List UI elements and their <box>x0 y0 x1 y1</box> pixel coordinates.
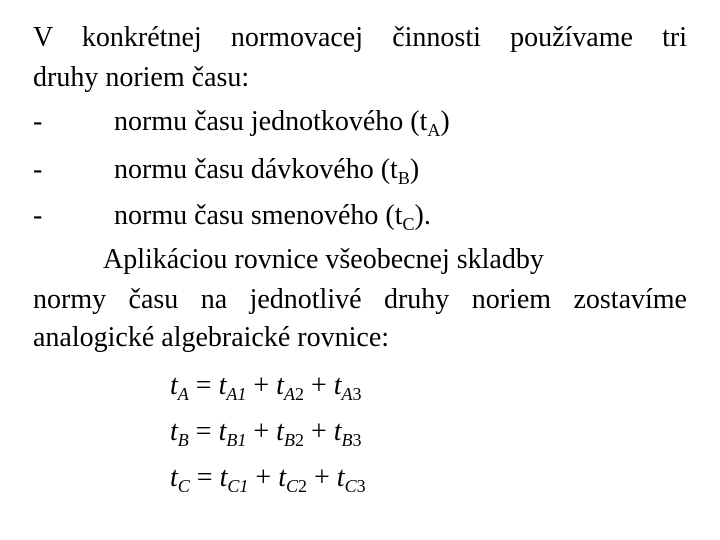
eq-c-plus-2: + <box>313 462 330 493</box>
bullet-dash-2: - <box>33 154 43 185</box>
eq-b-term2-sub-letter: B <box>283 430 295 450</box>
eq-c-lhs-sub: C <box>177 476 190 496</box>
eq-c-term1-sub <box>227 476 248 496</box>
bullet-dash-3: - <box>33 200 43 231</box>
paragraph-line-3: analogické algebraické rovnice: <box>33 322 390 353</box>
eq-b-term3-sub-letter: B <box>341 430 353 450</box>
eq-a-equals: = <box>195 370 212 401</box>
eq-b-term3-sub <box>342 430 362 450</box>
intro-line-1: V konkrétnej normovacej činnosti používame tri <box>33 22 687 53</box>
eq-b-term1-sub-number: 1 <box>237 430 247 450</box>
intro-line-2: druhy noriem času: <box>33 62 250 93</box>
eq-b-equals: = <box>195 416 212 447</box>
bullet-subscript-1: A <box>427 120 441 140</box>
eq-c-term3-t: t <box>336 462 345 493</box>
eq-b-lhs-sub: B <box>177 430 189 450</box>
eq-c-term3-sub-letter: C <box>344 476 357 496</box>
eq-c-term2-t: t <box>278 462 286 493</box>
eq-c-term1-sub-letter: C <box>227 476 240 496</box>
bullet-item-1 <box>114 106 450 140</box>
eq-b-lhs-t: t <box>170 416 178 447</box>
eq-c-term1-sub-number: 1 <box>239 476 249 496</box>
eq-a-plus-2: + <box>310 370 327 401</box>
eq-b-term2-t: t <box>276 416 284 447</box>
eq-a-term2-sub-letter: A <box>283 384 295 404</box>
eq-a-term1-sub-letter: A <box>226 384 238 404</box>
eq-a-term3-sub <box>342 384 362 404</box>
eq-c-term2-sub-letter: C <box>285 476 298 496</box>
bullet-text-3: normu času smenového (t <box>114 200 403 231</box>
bullet-end-2: ) <box>409 154 420 185</box>
eq-c-term1-t: t <box>219 462 228 493</box>
paragraph-line-2: normy času na jednotlivé druhy noriem zostavíme <box>33 284 687 315</box>
paragraph-line-1: Aplikáciou rovnice všeobecnej skladby <box>103 244 544 275</box>
eq-b-term2-sub-number: 2 <box>294 430 304 450</box>
bullet-text-1: normu času jednotkového (t <box>114 106 428 137</box>
eq-a-term1-sub <box>226 384 246 404</box>
eq-a-lhs-sub: A <box>177 384 189 404</box>
eq-a-term2-sub-number: 2 <box>294 384 304 404</box>
eq-a-lhs-t: t <box>170 370 178 401</box>
bullet-subscript-3: C <box>402 214 415 234</box>
eq-c-term3-sub <box>345 476 366 496</box>
equation-a <box>170 370 362 404</box>
bullet-dash-1: - <box>33 106 43 137</box>
bullet-item-3 <box>114 200 431 234</box>
eq-a-term3-sub-letter: A <box>341 384 353 404</box>
eq-b-term3-t: t <box>333 416 342 447</box>
bullet-end-1: ) <box>440 106 450 137</box>
bullet-text-2: normu času dávkového (t <box>114 154 398 185</box>
bullet-end-3: ). <box>414 200 431 231</box>
eq-c-term2-sub <box>286 476 307 496</box>
eq-b-plus-1: + <box>253 416 270 447</box>
equation-c <box>170 462 366 496</box>
equation-b <box>170 416 362 450</box>
eq-c-term2-sub-number: 2 <box>297 476 307 496</box>
eq-c-term3-sub-number: 3 <box>356 476 366 496</box>
eq-a-term2-sub <box>284 384 304 404</box>
eq-a-term1-t: t <box>218 370 227 401</box>
eq-c-lhs-t: t <box>170 462 178 493</box>
eq-c-plus-1: + <box>255 462 272 493</box>
eq-a-term3-t: t <box>333 370 342 401</box>
eq-a-term3-sub-number: 3 <box>352 384 362 404</box>
eq-b-term1-sub <box>226 430 246 450</box>
bullet-subscript-2: B <box>397 168 410 188</box>
eq-b-term1-t: t <box>218 416 227 447</box>
eq-a-term1-sub-number: 1 <box>237 384 247 404</box>
eq-b-term2-sub <box>284 430 304 450</box>
bullet-item-2 <box>114 154 419 188</box>
eq-b-term1-sub-letter: B <box>226 430 238 450</box>
eq-a-plus-1: + <box>253 370 270 401</box>
eq-a-term2-t: t <box>276 370 284 401</box>
eq-b-plus-2: + <box>310 416 327 447</box>
eq-b-term3-sub-number: 3 <box>352 430 362 450</box>
eq-c-equals: = <box>196 462 213 493</box>
